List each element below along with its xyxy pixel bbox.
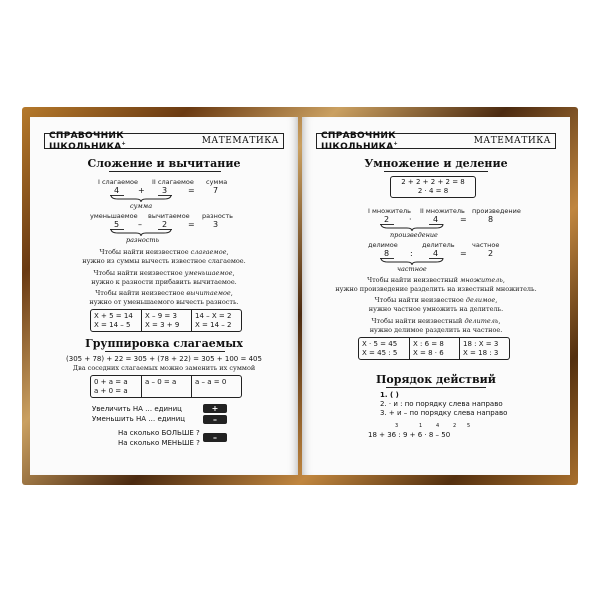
sub-b: 2: [162, 220, 168, 229]
order-mark: 5: [467, 423, 471, 429]
page-header: [44, 130, 284, 152]
mul-a: 2: [384, 215, 390, 224]
order-mark: 4: [436, 423, 440, 429]
subject-label: МАТЕМАТИКА: [201, 136, 279, 146]
label-quotient: частное: [472, 241, 500, 249]
rule-addend: Чтобы найти неизвестное слагаемое, нужно из суммы вычесть известное слагаемое.: [82, 248, 246, 265]
label-dividend: делимое: [368, 241, 398, 249]
right-page: [302, 117, 570, 475]
grouping-example: (305 + 78) + 22 = 305 + (78 + 22) = 305 + 100 = 405: [66, 355, 262, 363]
label-subtrahend: вычитаемое: [148, 212, 190, 220]
quotient-brace: [380, 257, 444, 265]
minus-sign-badge: –: [203, 433, 227, 442]
title-underline: [105, 351, 225, 352]
add-a: 4: [114, 186, 120, 195]
difference-brace: [110, 228, 172, 236]
minus-sign-badge: –: [203, 415, 227, 424]
div-eq: =: [460, 249, 467, 258]
question-more: На сколько БОЛЬШЕ ?: [118, 429, 200, 437]
table-cell: X : 6 = 8 X = 8 · 6: [409, 338, 459, 359]
label-addend-2: II слагаемое: [152, 178, 194, 186]
equation-table: [358, 337, 510, 360]
add-eq: =: [188, 186, 195, 195]
grouping-note: Два соседних слагаемых можно заменить их суммой: [72, 364, 256, 372]
section-title-grouping: Группировка слагаемых: [85, 337, 243, 350]
sub-op: –: [138, 220, 142, 229]
order-step-3: 3. + и – по порядку слева направо: [380, 409, 508, 417]
order-expression: 18 + 36 : 9 + 6 · 8 – 50: [368, 431, 451, 439]
table-cell: 0 + a = a a + 0 = a: [94, 378, 128, 395]
sub-a: 5: [114, 220, 120, 229]
series-title: СПРАВОЧНИК ШКОЛЬНИКА: [49, 130, 124, 152]
section-title-order: Порядок действий: [376, 373, 496, 386]
sub-result: 3: [213, 220, 219, 229]
series-mark: +: [121, 140, 127, 147]
title-underline: [386, 387, 486, 388]
order-mark: 3: [395, 423, 399, 429]
label-factor-1: I множитель: [368, 207, 411, 215]
order-step-2: 2. · и : по порядку слева направо: [380, 400, 503, 408]
rule-dividend: Чтобы найти неизвестное делимое, нужно частное умножить на делитель.: [368, 296, 504, 313]
rule-divisor: Чтобы найти неизвестный делитель, нужно делимое разделить на частное.: [369, 317, 503, 334]
repeated-addition-box: 2 + 2 + 2 + 2 = 8 2 · 4 = 8: [390, 176, 476, 198]
rule-factor: Чтобы найти неизвестный множитель, нужно произведение разделить на известный множитель.: [335, 276, 537, 293]
div-op: :: [410, 249, 413, 258]
equation-table: [90, 309, 242, 332]
sum-brace-label: сумма: [130, 202, 153, 210]
mul-b: 4: [433, 215, 439, 224]
rule-minuend: Чтобы найти неизвестное уменьшаемое, нужно к разности прибавить вычитаемое.: [91, 269, 237, 286]
sub-eq: =: [188, 220, 195, 229]
difference-brace-label: разность: [126, 236, 160, 244]
label-difference: разность: [202, 212, 233, 220]
properties-table: [90, 375, 242, 398]
title-underline: [109, 171, 221, 172]
div-a: 8: [384, 249, 390, 258]
mul-eq: =: [460, 215, 467, 224]
table-cell: 18 : X = 3 X = 18 : 3: [459, 338, 509, 359]
table-cell: X – 9 = 3 X = 3 + 9: [141, 310, 191, 331]
sum-brace: [110, 194, 172, 202]
left-page: [30, 117, 298, 475]
order-mark: 1: [419, 423, 423, 429]
add-b: 3: [162, 186, 168, 195]
table-cell: X · 5 = 45 X = 45 : 5: [362, 340, 398, 357]
page-header: [316, 130, 556, 152]
series-title: СПРАВОЧНИК ШКОЛЬНИКА: [321, 130, 396, 152]
series-mark: +: [393, 140, 399, 147]
rule-subtrahend: Чтобы найти неизвестное вычитаемое, нужно от уменьшаемого вычесть разность.: [89, 289, 239, 306]
plus-sign-badge: +: [203, 404, 227, 413]
table-cell: a – a = 0: [191, 376, 241, 397]
table-cell: 14 – X = 2 X = 14 – 2: [191, 310, 241, 331]
rule-increase: Увеличить НА … единиц: [92, 405, 182, 413]
section-title-add-sub: Сложение и вычитание: [87, 157, 241, 170]
quotient-brace-label: частное: [397, 265, 427, 273]
question-less: На сколько МЕНЬШЕ ?: [118, 439, 200, 447]
add-op: +: [138, 186, 145, 195]
product-brace: [380, 223, 444, 231]
table-cell: X + 5 = 14 X = 14 – 5: [94, 312, 133, 329]
label-factor-2: II множитель: [420, 207, 465, 215]
order-step-1: 1. ( ): [380, 391, 399, 399]
rule-decrease: Уменьшить НА … единиц: [92, 415, 186, 423]
label-minuend: уменьшаемое: [90, 212, 138, 220]
label-product: произведение: [472, 207, 521, 215]
mul-result: 8: [488, 215, 494, 224]
subject-label: МАТЕМАТИКА: [473, 136, 551, 146]
add-result: 7: [213, 186, 219, 195]
title-underline: [384, 171, 488, 172]
product-brace-label: произведение: [390, 231, 438, 239]
section-title-mul-div: Умножение и деление: [364, 157, 508, 170]
mul-op: ·: [409, 215, 412, 224]
div-b: 4: [433, 249, 439, 258]
label-addend-1: I слагаемое: [98, 178, 138, 186]
label-sum: сумма: [206, 178, 228, 186]
table-cell: a – 0 = a: [141, 376, 191, 397]
div-result: 2: [488, 249, 494, 258]
label-divisor: делитель: [422, 241, 455, 249]
order-mark: 2: [453, 423, 457, 429]
